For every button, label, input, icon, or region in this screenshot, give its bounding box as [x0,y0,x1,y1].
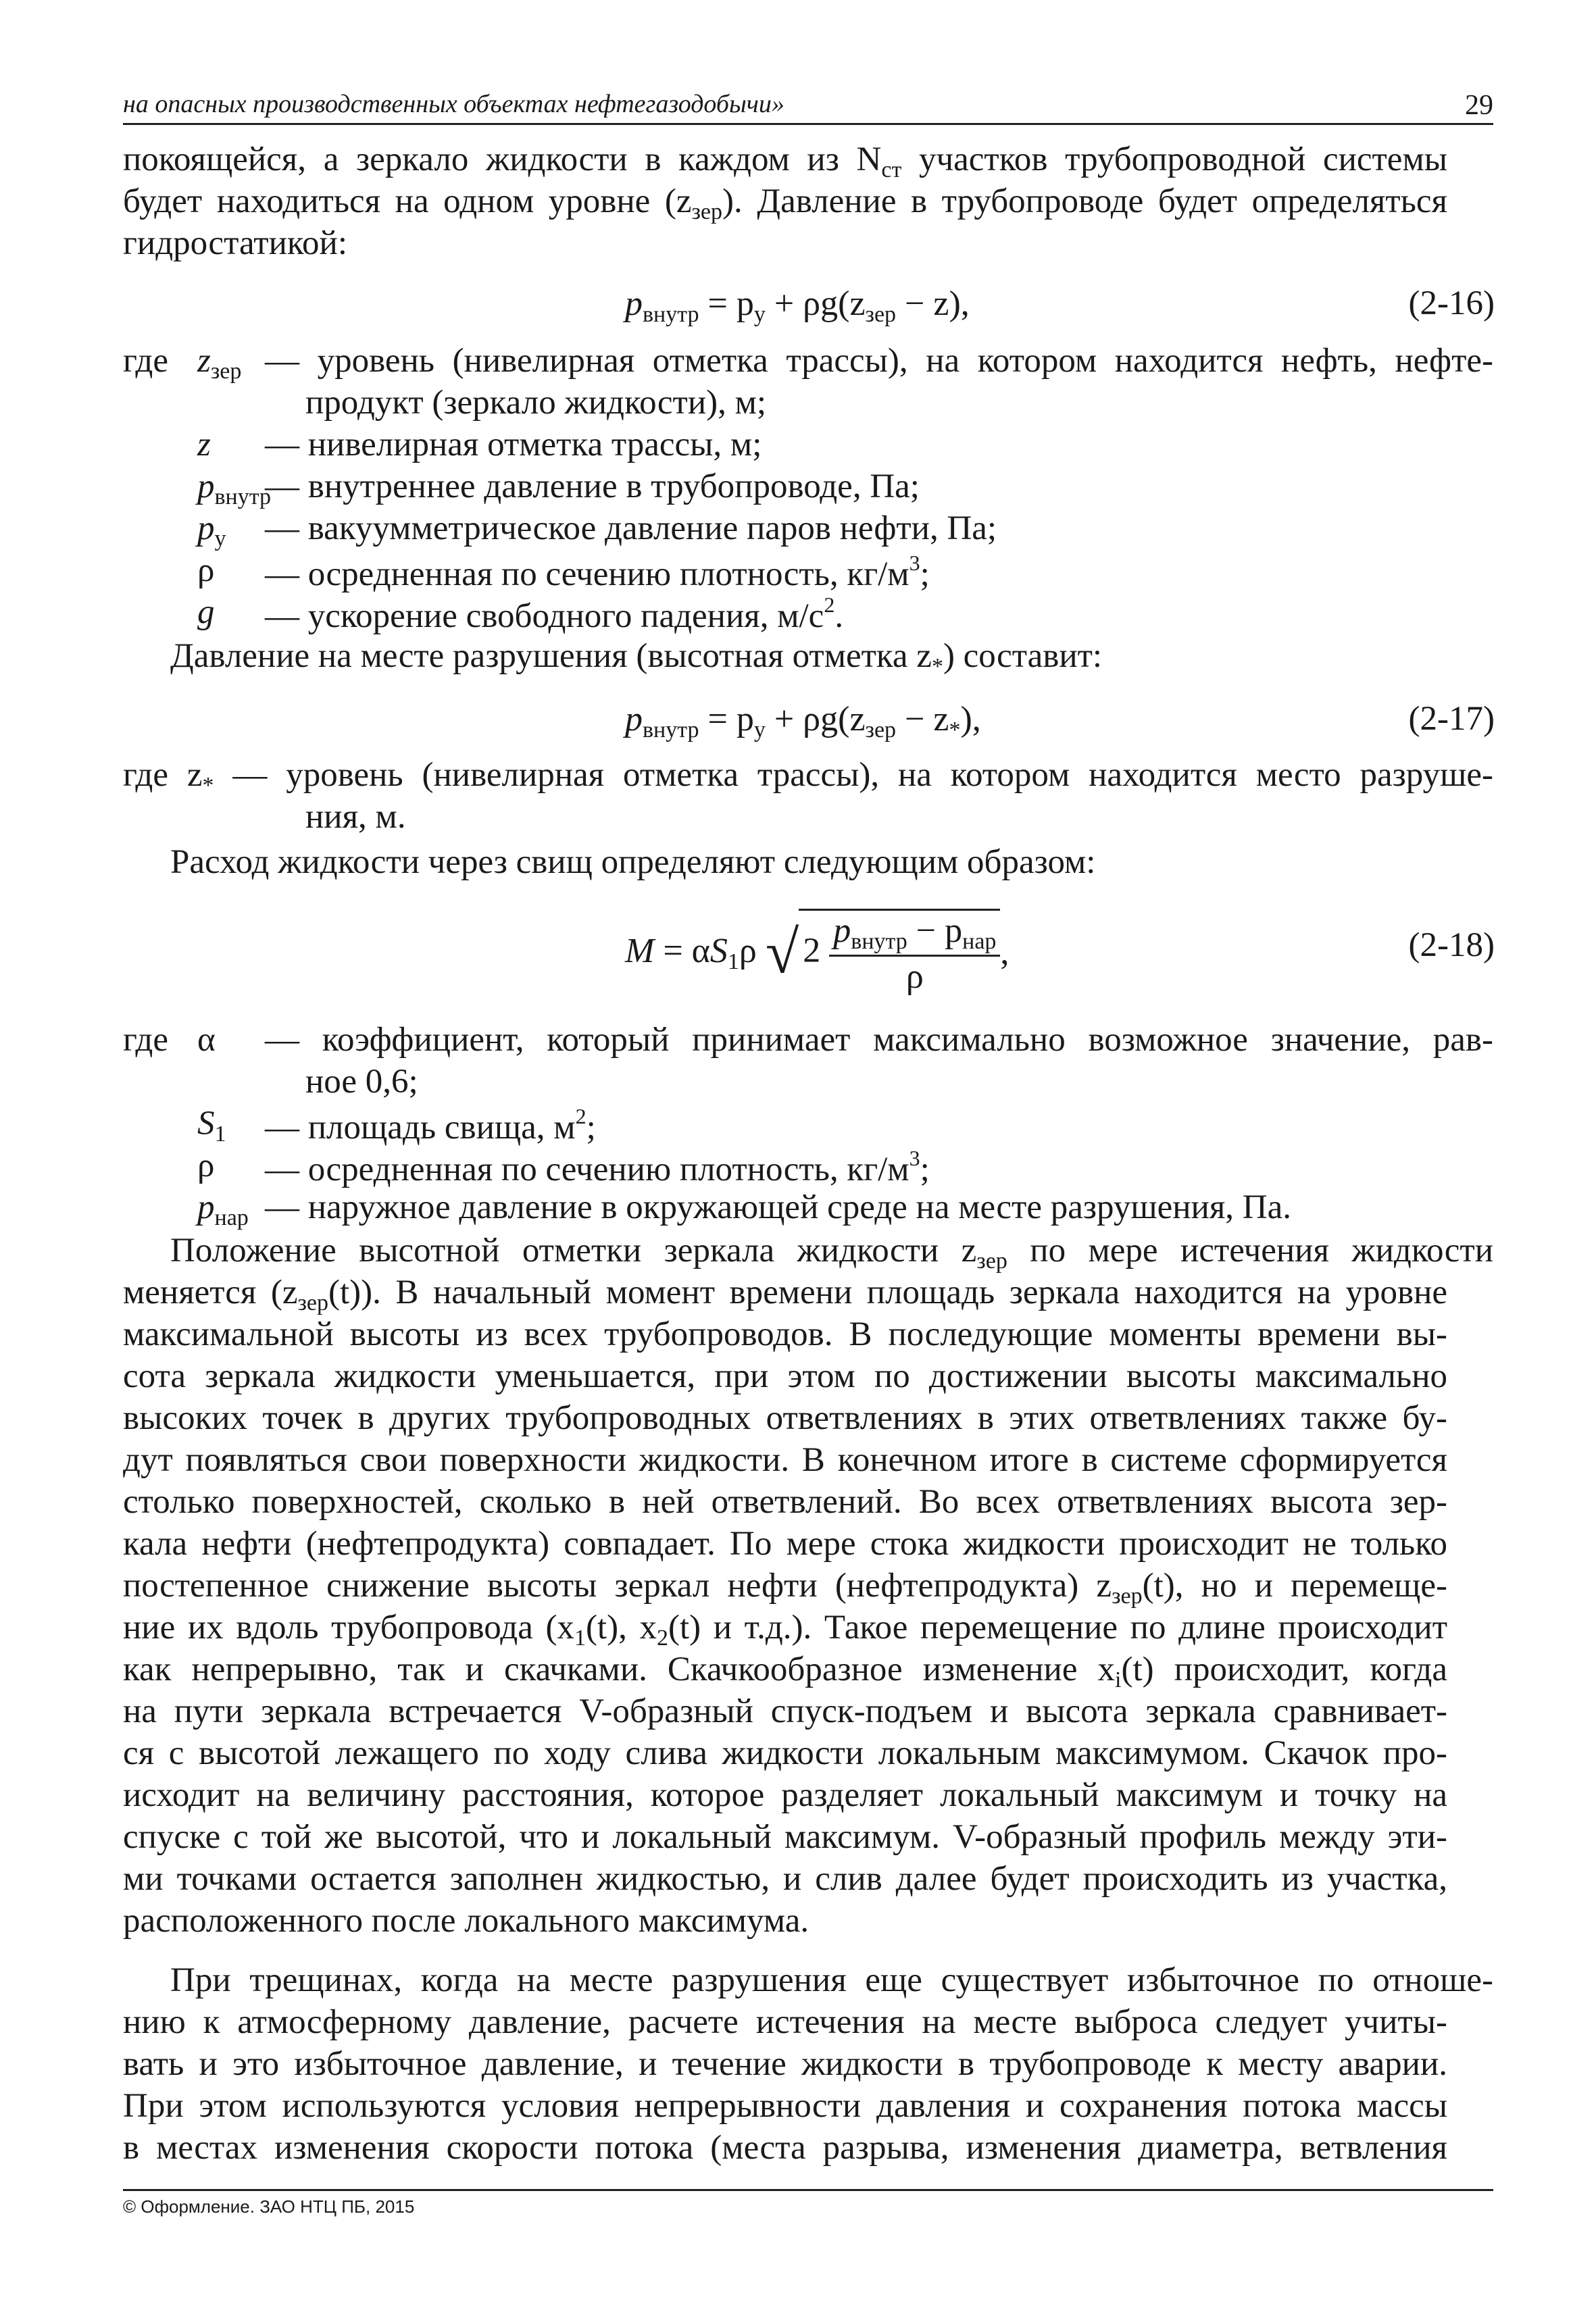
equation-number: (2-16) [1408,284,1495,322]
definition-row: где α — коэффициент, который принимает максимально возможное значение, рав- [123,1021,1493,1059]
definition-continuation: продукт (зеркало жидкости), м; [305,384,767,422]
text-line: кала нефти (нефтепродукта) совпадает. По мере стока жидкости происходит не только [123,1525,1447,1563]
text-line: При этом используются условия непрерывности давления и сохранения потока массы [123,2087,1447,2125]
text-line: высоких точек в других трубопроводных ответвлениях в этих ответвлениях также бу- [123,1399,1447,1437]
text-line: Положение высотной отметки зеркала жидкости $z_{зер}$ по мере истечения жидкости [170,1232,1494,1274]
definition-row: где $z_*$ — уровень (нивелирная отметка трассы), на котором находится место разруше- [123,756,1493,798]
text-line: Давление на месте разрушения (высотная отметка $z_*$) составит: [170,637,1103,679]
equation-number: (2-18) [1408,926,1495,964]
text-line: ние их вдоль трубопровода ($x_1(t)$, $x_2(t)$ и т.д.). Такое перемещение по длине происходит [123,1609,1448,1651]
equation-number: (2-17) [1408,700,1495,738]
text-line: в местах изменения скорости потока (места разрыва, изменения диаметра, ветвления [123,2129,1447,2167]
text-line: спуске с той же высотой, что и локальный максимум. V-образный профиль между эти- [123,1818,1447,1856]
text-line: максимальной высоты из всех трубопроводов. В последующие моменты времени вы- [123,1315,1447,1353]
text-line: При трещинах, когда на месте разрушения еще существует избыточное по отноше- [170,1961,1493,1999]
equation-2-17: $p_{внутр} = p_у + \rho g(z_{зер} - z_*)$, [625,700,981,743]
text-line: будет находиться на одном уровне $(z_{зер})$. Давление в трубопроводе будет определяться [123,182,1447,224]
text-line: дут появляться свои поверхности жидкости. В конечном итоге в системе сформируется [123,1441,1447,1479]
text-line: Расход жидкости через свищ определяют следующим образом: [170,843,1096,881]
text-line: гидростатикой: [123,224,348,262]
text-line: ми точками остается заполнен жидкостью, и слив далее будет происходить из участка, [123,1860,1447,1898]
equation-2-18: $M = \alpha S_1\rho$ √ 2 $\frac{p_{внутр} - p_{нар}}{\rho}$ , [625,909,1009,997]
text-line: на пути зеркала встречается V-образный спуск-подъем и высота зеркала сравнивает- [123,1692,1447,1730]
equation-2-16: $p_{внутр} = p_у + \rho g(z_{зер} - z)$, [625,284,970,327]
text-line: исходит на величину расстояния, которое разделяет локальный максимум и точку на [123,1776,1447,1814]
definition-continuation: ное 0,6; [305,1063,418,1101]
text-line: сота зеркала жидкости уменьшается, при этом по достижении высоты максимально [123,1357,1447,1395]
footer-copyright: © Оформление. ЗАО НТЦ ПБ, 2015 [123,2189,1493,2217]
text-line: как непрерывно, так и скачками. Скачкообразное изменение $x_i(t)$ происходит, когда [123,1651,1447,1692]
text-line: ся с высотой лежащего по ходу слива жидкости локальным максимумом. Скачок про- [123,1734,1447,1772]
header-title: на опасных производственных объектах нефтегазодобычи» [123,90,784,118]
text-line: вать и это избыточное давление, и течение жидкости в трубопроводе к месту аварии. [123,2045,1447,2083]
text-line: постепенное снижение высоты зеркал нефти (нефтепродукта) $z_{зер}(t)$, но и перемеще- [123,1567,1447,1609]
running-header [123,86,1493,125]
text-line: меняется $(z_{зер}(t))$. В начальный момент времени площадь зеркала находится на уровне [123,1274,1447,1315]
definition-continuation: ния, м. [305,798,406,836]
definition-row: где $z_{зер}$ — уровень (нивелирная отметка трассы), на котором находится нефть, нефте- [123,342,1493,384]
text-line: нию к атмосферному давление, расчете истечения на месте выброса следует учиты- [123,2003,1447,2041]
text-line: покоящейся, а зеркало жидкости в каждом из $N_{ст}$ участков трубопроводной системы [123,141,1447,182]
text-line: расположенного после локального максимума. [123,1902,809,1940]
text-line: столько поверхностей, сколько в ней ответвлений. Во всех ответвлениях высота зер- [123,1483,1447,1521]
document-page: на опасных производственных объектах нефтегазодобычи» 29 покоящейся, а зеркало жидкости в каждом из $N_{ст}$ участков трубопроводной системы будет находиться на одном уровне $(z_{зер})$. Давление в трубопроводе будет определяться гидростатикой: $p_{внутр} = p_у + \rho g(z_{зер} - z)$, (2-16) где $z_{зер}$ — уровень (нивелирная отметка трассы), на котором находится нефть, нефте- продукт (зеркало жидкости), м; z — нивелирная отметка трассы, м; $p_{внутр}$ — внутреннее давление в трубопроводе, Па; $p_у$ — вакуумметрическое давление паров нефти, Па; ρ — осредненная по сечению плотность, $кг/м^3$; g — ускорение свободного падения, $м/с^2$. Давление на месте разрушения (высотная отметка $z_*$) составит: $p_{внутр} = p_у + \rho g(z_{зер} - z_*)$, (2-17) где $z_*$ — уровень (нивелирная отметка трассы), на котором находится место разруше- ния, м. Расход жидкости через свищ определяют следующим образом: $M = \alpha S_1\rho$ √ 2 $\frac{p_{внутр} - p_{нар}}{\rho}$ , (2-18) где α — коэффициент, который принимает максимально возможное значение, рав- ное 0,6; $S_1$ — площадь свища, $м^2$; ρ — осредненная по сечению плотность, $кг/м^3$; $p_{нар}$ — наружное давление в окружающей среде на месте разрушения, Па. Положение высотной отметки зеркала жидкости $z_{зер}$ по мере истечения жидкости меняется $(z_{зер}(t))$. В начальный момент времени площадь зеркала находится на уровне максимальной высоты из всех трубопроводов. В последующие моменты времени вы- сота зеркала жидкости уменьшается, при этом по достижении высоты максимально высоких точек в других трубопроводных ответвлениях в этих ответвлениях также бу- дут появляться свои поверхности жидкости. В конечном итоге в системе сформируется столько поверхностей, сколько в ней ответвлений. Во всех ответвлениях высота зер- кала нефти (нефтепродукта) совпадает. По мере стока жидкости происходит не только постепенное снижение высоты зеркал нефти (нефтепродукта) $z_{зер}(t)$, но и перемеще- ние их вдоль трубопровода ($x_1(t)$, $x_2(t)$ и т.д.). Такое перемещение по длине происходит как непрерывно, так и скачками. Скачкообразное изменение $x_i(t)$ происходит, когда на пути зеркала встречается V-образный спуск-подъем и высота зеркала сравнивает- ся с высотой лежащего по ходу слива жидкости локальным максимумом. Скачок про- исходит на величину расстояния, которое разделяет локальный максимум и точку на спуске с той же высотой, что и локальный максимум. V-образный профиль между эти- ми точками остается заполнен жидкостью, и слив далее будет происходить из участка, расположенного после локального максимума. При трещинах, когда на месте разрушения еще существует избыточное по отноше- нию к атмосферному давление, расчете истечения на месте выброса следует учиты- вать и это избыточное давление, и течение жидкости в трубопроводе к месту аварии. При этом используются условия непрерывности давления и сохранения потока массы в местах изменения скорости потока (места разрыва, изменения диаметра, ветвления © Оформление. ЗАО НТЦ ПБ, 2015 [0,0,1596,2314]
page-number: 29 [1465,90,1493,121]
